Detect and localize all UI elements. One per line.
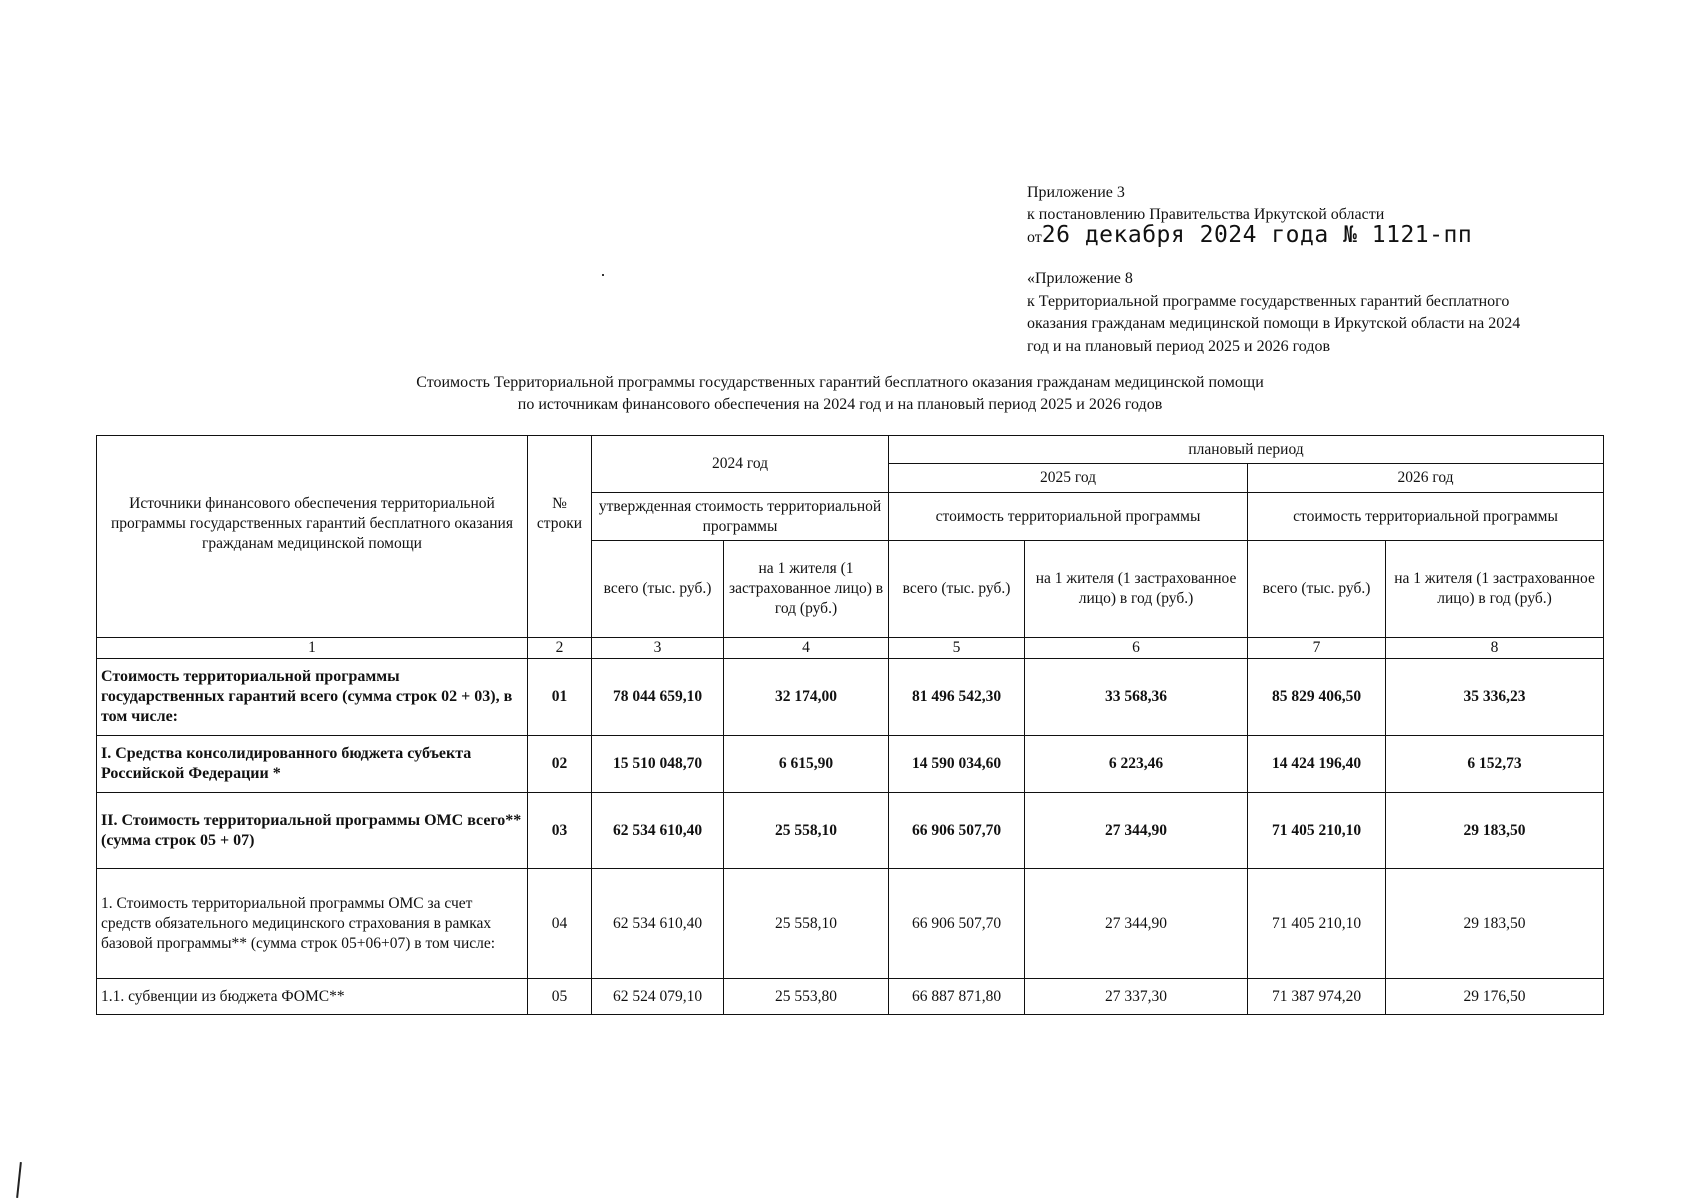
header-total-2024: всего (тыс. руб.): [592, 541, 724, 638]
row-total-2025: 66 906 507,70: [889, 869, 1025, 979]
header-row-number: № строки: [528, 436, 592, 638]
row-source: II. Стоимость территориальной программы ОМС всего** (сумма строк 05 + 07): [97, 793, 528, 869]
row-total-2024: 62 534 610,40: [592, 869, 724, 979]
row-number: 05: [528, 979, 592, 1015]
row-total-2026: 71 387 974,20: [1248, 979, 1386, 1015]
appendix-header: [1027, 182, 1597, 251]
header-planned-period: плановый период: [889, 436, 1604, 464]
row-total-2025: 14 590 034,60: [889, 736, 1025, 793]
row-source: 1. Стоимость территориальной программы ОМС за счет средств обязательного медицинского страхования в рамках базовой программы** (сумма строк 05+06+07) в том числе:: [97, 869, 528, 979]
row-source: I. Средства консолидированного бюджета субъекта Российской Федерации *: [97, 736, 528, 793]
appendix-number: Приложение 3: [1027, 184, 1125, 201]
row-per-capita-2024: 25 553,80: [724, 979, 889, 1015]
header-per-capita-2026: на 1 жителя (1 застрахованное лицо) в год (руб.): [1386, 541, 1604, 638]
table-row: [97, 659, 1604, 736]
column-number: 6: [1025, 638, 1248, 659]
row-total-2024: 15 510 048,70: [592, 736, 724, 793]
column-number: 3: [592, 638, 724, 659]
row-total-2025: 66 906 507,70: [889, 793, 1025, 869]
table-row: [97, 793, 1604, 869]
column-number: 1: [97, 638, 528, 659]
column-number: 4: [724, 638, 889, 659]
row-total-2024: 62 534 610,40: [592, 793, 724, 869]
scan-speck: [602, 274, 604, 276]
annex-line-1: к Территориальной программе государственных гарантий бесплатного: [1027, 292, 1510, 310]
row-total-2025: 81 496 542,30: [889, 659, 1025, 736]
row-per-capita-2026: 29 183,50: [1386, 869, 1604, 979]
row-total-2026: 71 405 210,10: [1248, 869, 1386, 979]
header-year-2024: 2024 год: [592, 436, 889, 493]
decree-prefix: от: [1027, 229, 1042, 246]
row-total-2026: 85 829 406,50: [1248, 659, 1386, 736]
column-number: 2: [528, 638, 592, 659]
table-row: [97, 979, 1604, 1015]
row-per-capita-2024: 25 558,10: [724, 793, 889, 869]
row-per-capita-2025: 27 344,90: [1025, 869, 1248, 979]
document-title-line-1: Стоимость Территориальной программы государственных гарантий бесплатного оказания гражданам медицинской помощи: [416, 374, 1264, 391]
row-per-capita-2026: 29 176,50: [1386, 979, 1604, 1015]
annex-line-2: оказания гражданам медицинской помощи в Иркутской области на 2024: [1027, 315, 1521, 332]
row-total-2026: 71 405 210,10: [1248, 793, 1386, 869]
appendix-reference: к постановлению Правительства Иркутской области: [1027, 206, 1385, 223]
row-total-2026: 14 424 196,40: [1248, 736, 1386, 793]
row-number: 02: [528, 736, 592, 793]
header-total-2025: всего (тыс. руб.): [889, 541, 1025, 638]
row-total-2024: 78 044 659,10: [592, 659, 724, 736]
row-per-capita-2026: 35 336,23: [1386, 659, 1604, 736]
row-number: 04: [528, 869, 592, 979]
decree-date-line: [1027, 222, 1597, 251]
header-total-2026: всего (тыс. руб.): [1248, 541, 1386, 638]
row-per-capita-2024: 32 174,00: [724, 659, 889, 736]
annex-title: «Приложение 8: [1027, 270, 1133, 287]
decree-date-number: 26 декабря 2024 года № 1121-пп: [1041, 222, 1473, 248]
header-approved-cost: утвержденная стоимость территориальной программы: [592, 493, 889, 541]
row-per-capita-2025: 33 568,36: [1025, 659, 1248, 736]
header-per-capita-2024: на 1 жителя (1 застрахованное лицо) в год (руб.): [724, 541, 889, 638]
table-row: [97, 736, 1604, 793]
column-number: 5: [889, 638, 1025, 659]
row-per-capita-2024: 6 615,90: [724, 736, 889, 793]
header-program-cost-2026: стоимость территориальной программы: [1248, 493, 1604, 541]
column-number: 7: [1248, 638, 1386, 659]
row-number: 03: [528, 793, 592, 869]
pen-mark: [16, 1162, 22, 1198]
table-row: [97, 869, 1604, 979]
row-per-capita-2025: 27 344,90: [1025, 793, 1248, 869]
row-per-capita-2026: 6 152,73: [1386, 736, 1604, 793]
row-per-capita-2025: 6 223,46: [1025, 736, 1248, 793]
document-title-line-2: по источникам финансового обеспечения на 2024 год и на плановый период 2025 и 2026 годов: [517, 396, 1163, 413]
header-per-capita-2025: на 1 жителя (1 застрахованное лицо) в год (руб.): [1025, 541, 1248, 638]
header-year-2026: 2026 год: [1248, 464, 1604, 493]
document-title: [300, 372, 1380, 416]
row-total-2025: 66 887 871,80: [889, 979, 1025, 1015]
row-per-capita-2024: 25 558,10: [724, 869, 889, 979]
cost-table: [96, 435, 1604, 1015]
header-row-1: [97, 436, 1604, 464]
row-total-2024: 62 524 079,10: [592, 979, 724, 1015]
annex-line-3: год и на плановый период 2025 и 2026 годов: [1027, 337, 1331, 355]
header-program-cost-2025: стоимость территориальной программы: [889, 493, 1248, 541]
row-source: 1.1. субвенции из бюджета ФОМС**: [97, 979, 528, 1015]
row-number: 01: [528, 659, 592, 736]
row-source: Стоимость территориальной программы государственных гарантий всего (сумма строк 02 + 03), в том числе:: [97, 659, 528, 736]
annex-header: [1027, 268, 1597, 358]
header-source: Источники финансового обеспечения территориальной программы государственных гарантий бесплатного оказания гражданам медицинской помощи: [97, 436, 528, 638]
column-number: 8: [1386, 638, 1604, 659]
column-numbers-row: [97, 638, 1604, 659]
row-per-capita-2025: 27 337,30: [1025, 979, 1248, 1015]
header-year-2025: 2025 год: [889, 464, 1248, 493]
row-per-capita-2026: 29 183,50: [1386, 793, 1604, 869]
